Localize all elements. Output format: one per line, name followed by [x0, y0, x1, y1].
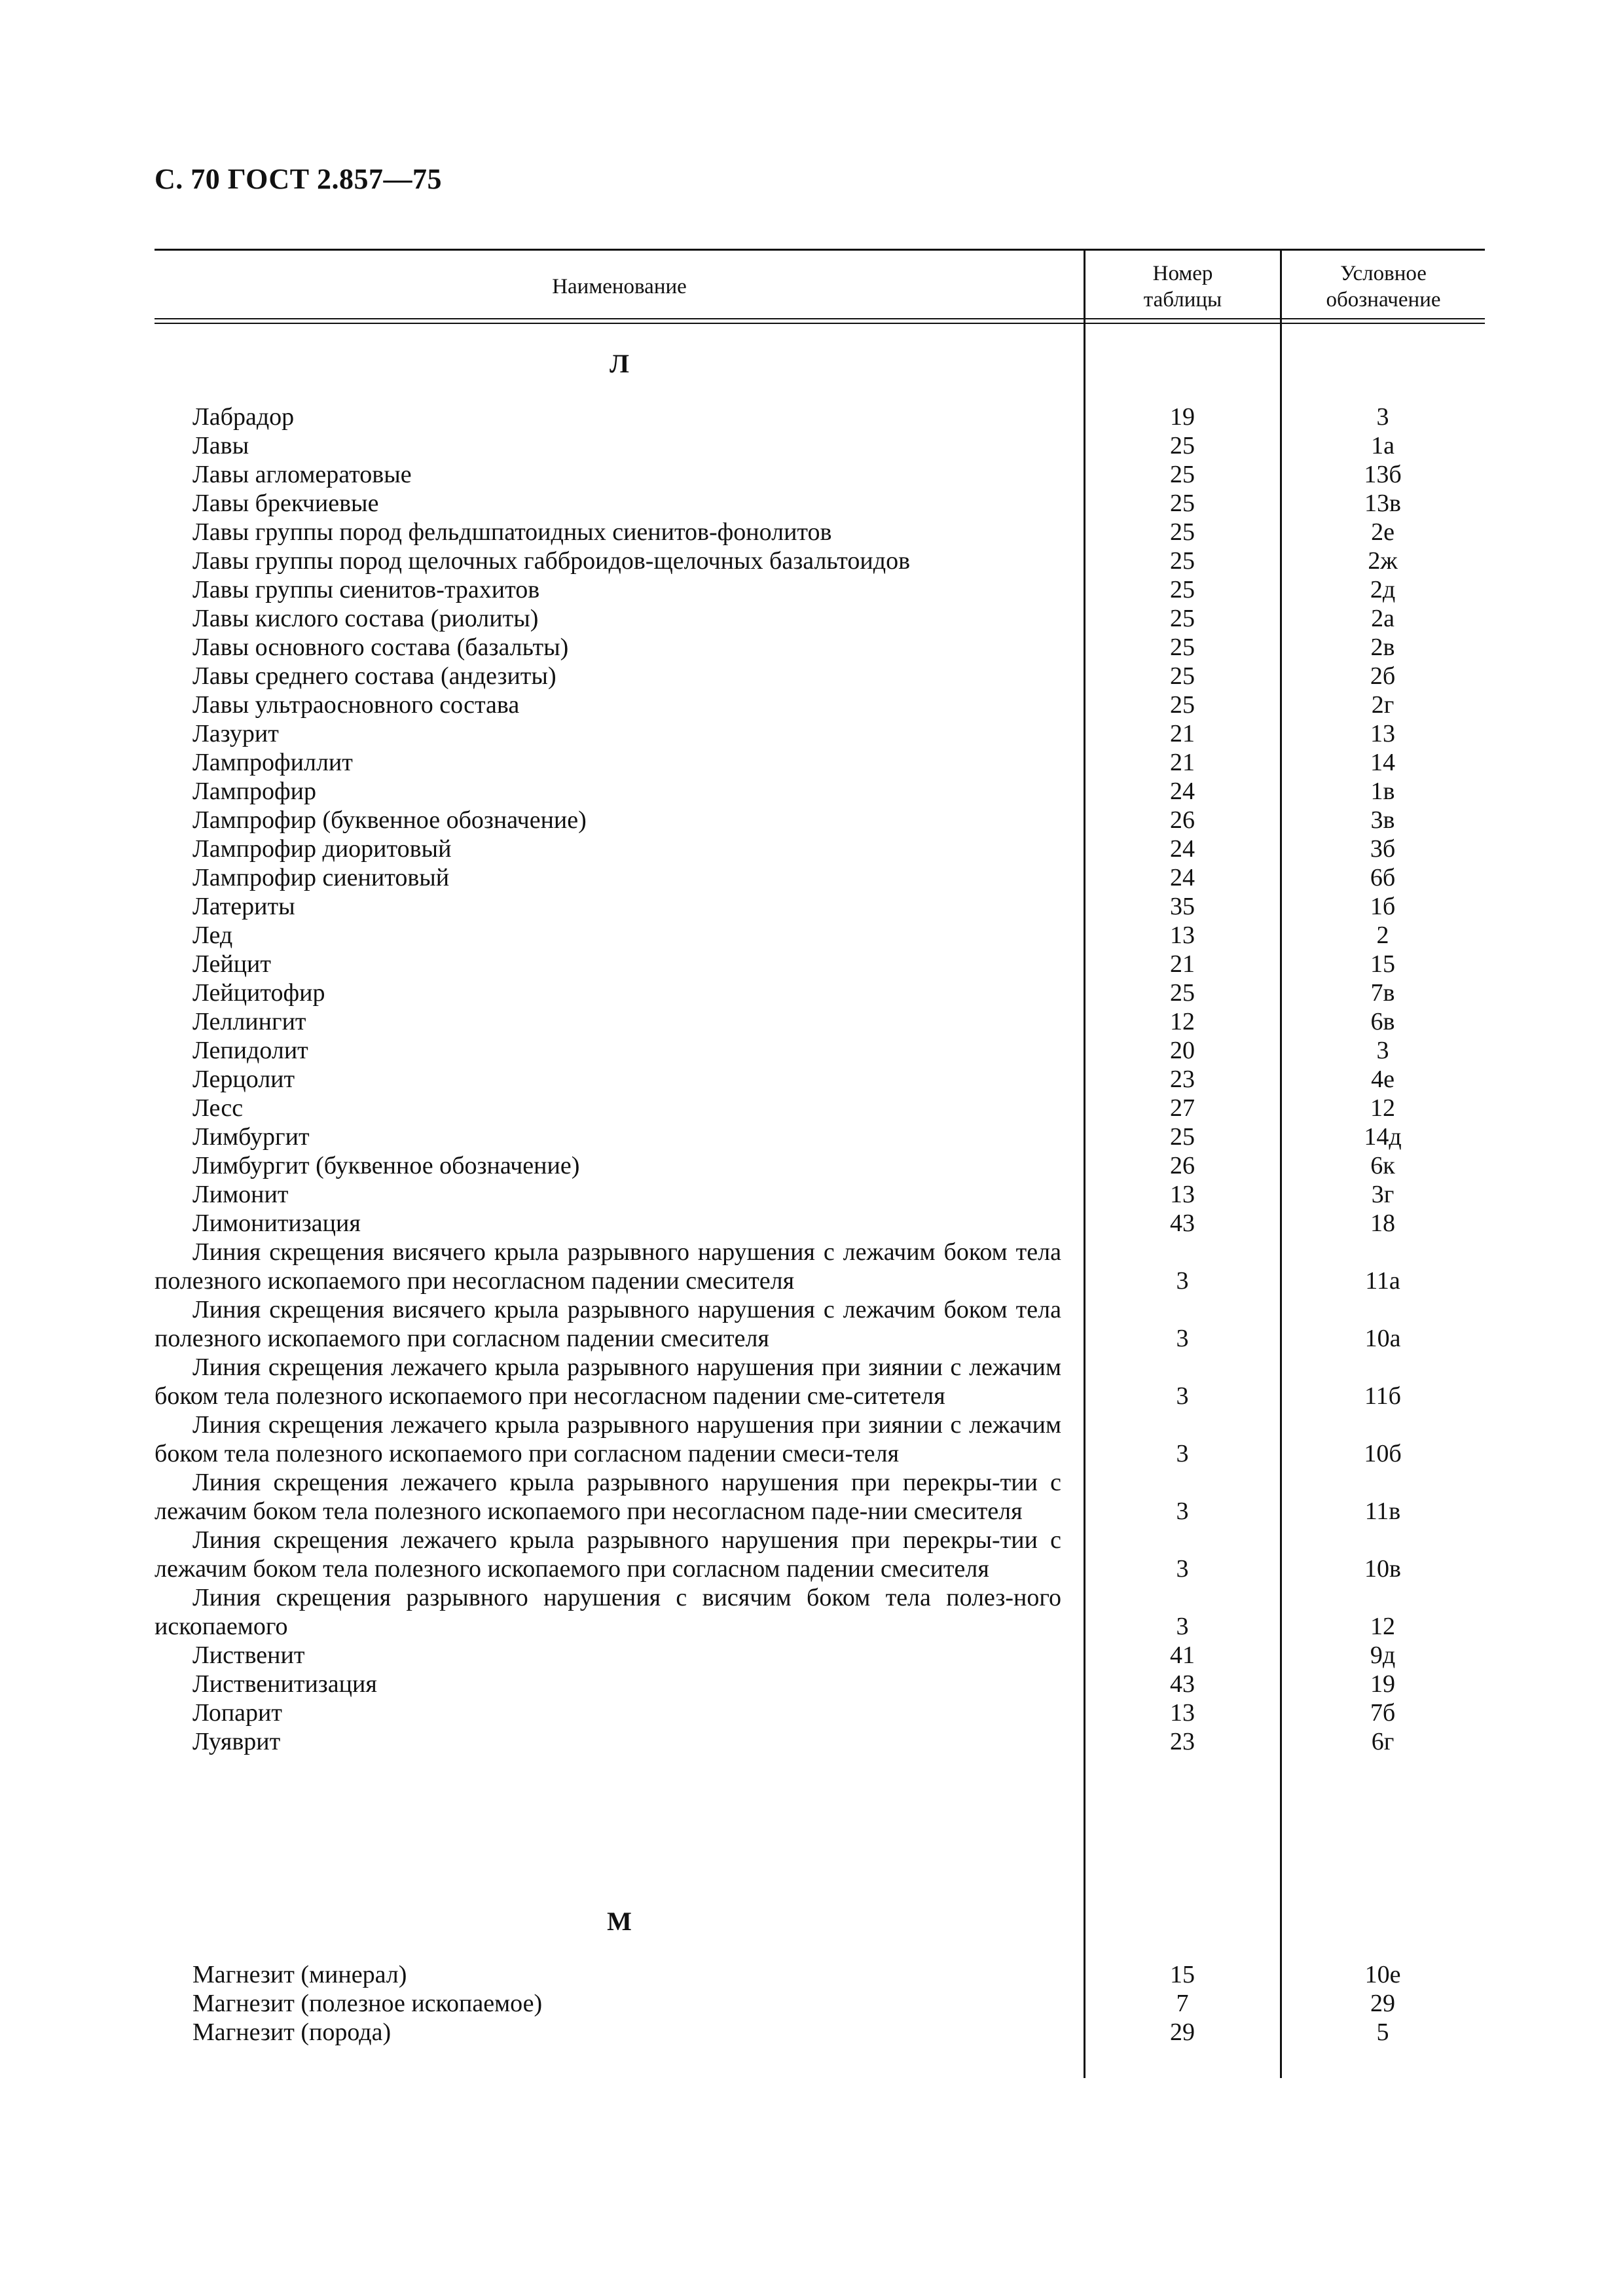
entry-code: 9д [1370, 1641, 1396, 1669]
entry-code: 2б [1370, 662, 1396, 690]
table-row [155, 777, 1485, 806]
entry-table-number: 3 [1176, 1613, 1189, 1640]
entry-table-number: 25 [1170, 547, 1195, 575]
table-row [155, 460, 1485, 489]
entry-name: Лампрофиллит [192, 749, 353, 776]
entry-code: 3б [1370, 835, 1396, 863]
table-row [155, 1122, 1485, 1151]
entry-name: Лавы кислого состава (риолиты) [192, 605, 539, 632]
entry-code: 14д [1364, 1123, 1402, 1151]
entry-code: 7б [1370, 1699, 1396, 1727]
entry-name: Линия скрещения висячего крыла разрывного нарушения с лежачим боком тела полезного ископаемого при несогласном падении смесителя [155, 1238, 1068, 1295]
entry-name: Лавы группы сиенитов-трахитов [192, 576, 540, 603]
table-row [155, 921, 1485, 950]
section-letter: Л [610, 349, 629, 378]
section-rows [155, 403, 1485, 1756]
entry-code: 1а [1371, 432, 1395, 459]
entry-code: 11б [1364, 1382, 1401, 1410]
table-row [155, 633, 1485, 662]
entry-table-number: 35 [1170, 893, 1195, 920]
entry-table-number: 27 [1170, 1094, 1195, 1122]
entry-code: 6б [1370, 864, 1396, 891]
entry-table-number: 25 [1170, 691, 1195, 719]
entry-code: 2 [1376, 922, 1389, 949]
header-bottom-rule-2 [155, 323, 1485, 324]
entry-table-number: 24 [1170, 778, 1195, 805]
table-row [155, 834, 1485, 863]
entry-name: Лимбургит [192, 1123, 310, 1151]
table-row [155, 604, 1485, 633]
table-row [155, 1583, 1485, 1641]
entry-code: 15 [1370, 950, 1395, 978]
entry-table-number: 26 [1170, 1152, 1195, 1179]
entry-name: Лесс [192, 1094, 244, 1122]
entry-name: Лавы [192, 432, 249, 459]
entry-table-number: 24 [1170, 835, 1195, 863]
entry-name: Лимонитизация [192, 1210, 361, 1237]
table-row [155, 1151, 1485, 1180]
entry-name: Лопарит [192, 1699, 282, 1727]
entry-name: Линия скрещения разрывного нарушения с висячим боком тела полез-ного ископаемого [155, 1584, 1068, 1640]
table-row [155, 1526, 1485, 1583]
entry-table-number: 21 [1170, 720, 1195, 747]
header-table-number [1085, 260, 1280, 313]
table-row [155, 950, 1485, 978]
entry-code: 13б [1364, 461, 1402, 488]
entry-table-number: 3 [1176, 1267, 1189, 1295]
entry-code: 14 [1370, 749, 1395, 776]
table-row [155, 518, 1485, 547]
entry-name: Лазурит [192, 720, 279, 747]
header-bottom-rule [155, 318, 1485, 319]
entry-table-number: 21 [1170, 749, 1195, 776]
entry-name: Лампрофир сиенитовый [192, 864, 450, 891]
entry-code: 5 [1376, 2018, 1389, 2046]
entry-name: Луяврит [192, 1728, 281, 1755]
entry-table-number: 25 [1170, 518, 1195, 546]
entry-table-number: 25 [1170, 1123, 1195, 1151]
table-row [155, 2018, 1485, 2047]
table-row [155, 1989, 1485, 2018]
entry-table-number: 25 [1170, 662, 1195, 690]
entry-name: Линия скрещения лежачего крыла разрывного нарушения при зиянии с лежачим боком тела полезного ископаемого при согласном падении смеси-теля [155, 1411, 1068, 1467]
entry-code: 10а [1364, 1325, 1401, 1352]
entry-code: 3г [1371, 1181, 1395, 1208]
page-header: С. 70 ГОСТ 2.857—75 [155, 163, 443, 195]
entry-table-number: 13 [1170, 1181, 1195, 1208]
section-letter: М [607, 1907, 632, 1936]
entry-name: Линия скрещения лежачего крыла разрывного нарушения при зиянии с лежачим боком тела полезного ископаемого при несогласном падении сме-ситетеля [155, 1354, 1068, 1410]
entry-name: Магнезит (минерал) [192, 1961, 407, 1988]
table-row [155, 431, 1485, 460]
table-row [155, 403, 1485, 431]
entry-name: Лампрофир [192, 778, 316, 805]
header-code [1282, 260, 1485, 313]
entry-name: Линия скрещения лежачего крыла разрывного нарушения при перекры-тии с лежачим боком тела полезного ископаемого при согласном падении смесителя [155, 1526, 1068, 1583]
entry-name: Лавы группы пород щелочных габброидов-щелочных базальтоидов [192, 547, 911, 575]
table-row [155, 863, 1485, 892]
entry-table-number: 25 [1170, 605, 1195, 632]
entry-table-number: 25 [1170, 576, 1195, 603]
table-row [155, 1209, 1485, 1238]
entry-code: 13 [1370, 720, 1395, 747]
entry-name: Линия скрещения висячего крыла разрывного нарушения с лежачим боком тела полезного ископаемого при согласном падении смесителя [155, 1296, 1068, 1352]
table-row [155, 1727, 1485, 1756]
table-row [155, 662, 1485, 691]
entry-table-number: 13 [1170, 922, 1195, 949]
section-rows [155, 1960, 1485, 2047]
entry-table-number: 23 [1170, 1728, 1195, 1755]
table-row [155, 547, 1485, 575]
entry-table-number: 29 [1170, 2018, 1195, 2046]
entry-code: 3в [1370, 806, 1395, 834]
entry-table-number: 23 [1170, 1066, 1195, 1093]
entry-code: 2в [1370, 634, 1395, 661]
entry-code: 11в [1364, 1498, 1401, 1525]
entry-table-number: 25 [1170, 432, 1195, 459]
entry-name: Лавы агломератовые [192, 461, 412, 488]
entry-table-number: 25 [1170, 979, 1195, 1007]
entry-code: 18 [1370, 1210, 1395, 1237]
header-table-number-line1: Номер [1152, 262, 1213, 285]
entry-name: Лед [192, 922, 233, 949]
entry-table-number: 15 [1170, 1961, 1195, 1988]
entry-name: Лавы ультраосновного состава [192, 691, 520, 719]
table-row [155, 489, 1485, 518]
table-row [155, 806, 1485, 834]
header-table-number-line2: таблицы [1143, 288, 1222, 312]
table-row [155, 1698, 1485, 1727]
table-row [155, 1036, 1485, 1065]
entry-code: 19 [1370, 1670, 1395, 1698]
entry-name: Магнезит (порода) [192, 2018, 392, 2046]
entry-code: 3 [1376, 403, 1389, 431]
header-code-line2: обозначение [1326, 288, 1441, 312]
table-row [155, 1960, 1485, 1989]
entry-name: Лиственитизация [192, 1670, 377, 1698]
entry-code: 10е [1364, 1961, 1401, 1988]
entry-table-number: 12 [1170, 1008, 1195, 1035]
table-row [155, 1353, 1485, 1410]
entry-code: 2е [1371, 518, 1395, 546]
entry-name: Лейцитофир [192, 979, 325, 1007]
entry-name: Лерцолит [192, 1066, 295, 1093]
entry-code: 7в [1370, 979, 1395, 1007]
table-row [155, 691, 1485, 719]
entry-table-number: 43 [1170, 1670, 1195, 1698]
entry-name: Магнезит (полезное ископаемое) [192, 1990, 543, 2017]
entry-code: 4е [1371, 1066, 1395, 1093]
table-row [155, 748, 1485, 777]
entry-code: 13в [1364, 490, 1401, 517]
entry-code: 2д [1370, 576, 1396, 603]
entry-table-number: 3 [1176, 1440, 1189, 1467]
table-row [155, 1180, 1485, 1209]
entry-table-number: 25 [1170, 490, 1195, 517]
entry-code: 2г [1371, 691, 1395, 719]
table-row [155, 1295, 1485, 1353]
entry-table-number: 43 [1170, 1210, 1195, 1237]
entry-name: Лампрофир диоритовый [192, 835, 452, 863]
table-row [155, 1007, 1485, 1036]
entry-name: Лейцит [192, 950, 271, 978]
entry-name: Линия скрещения лежачего крыла разрывного нарушения при перекры-тии с лежачим боком тела полезного ископаемого при несогласном паде-нии смесителя [155, 1469, 1068, 1525]
entry-name: Латериты [192, 893, 295, 920]
entry-name: Лампрофир (буквенное обозначение) [192, 806, 587, 834]
entry-table-number: 7 [1176, 1990, 1189, 2017]
entry-name: Лимонит [192, 1181, 289, 1208]
header-code-line1: Условное [1340, 262, 1427, 285]
entry-code: 2а [1371, 605, 1395, 632]
entry-code: 6г [1371, 1728, 1395, 1755]
entry-table-number: 3 [1176, 1382, 1189, 1410]
entry-table-number: 41 [1170, 1641, 1195, 1669]
table-row [155, 1410, 1485, 1468]
entry-code: 6в [1370, 1008, 1395, 1035]
entry-code: 10б [1364, 1440, 1402, 1467]
entry-table-number: 20 [1170, 1037, 1195, 1064]
entry-name: Лавы брекчиевые [192, 490, 379, 517]
table-row [155, 1065, 1485, 1094]
table-row [155, 575, 1485, 604]
entry-table-number: 26 [1170, 806, 1195, 834]
table-row [155, 719, 1485, 748]
entry-code: 1в [1370, 778, 1395, 805]
entry-name: Лиственит [192, 1641, 305, 1669]
entry-table-number: 25 [1170, 634, 1195, 661]
entry-name: Лавы среднего состава (андезиты) [192, 662, 556, 690]
header-name: Наименование [552, 275, 687, 298]
table-top-rule [155, 249, 1485, 251]
table-row [155, 1238, 1485, 1295]
entry-table-number: 3 [1176, 1555, 1189, 1583]
entry-name: Лепидолит [192, 1037, 308, 1064]
entry-code: 12 [1370, 1094, 1395, 1122]
table-row [155, 1468, 1485, 1526]
entry-code: 11а [1365, 1267, 1400, 1295]
entry-code: 1б [1370, 893, 1396, 920]
entry-name: Лавы основного состава (базальты) [192, 634, 569, 661]
entry-name: Леллингит [192, 1008, 306, 1035]
entry-table-number: 13 [1170, 1699, 1195, 1727]
entry-table-number: 19 [1170, 403, 1195, 431]
table-row [155, 1094, 1485, 1122]
entry-name: Лимбургит (буквенное обозначение) [192, 1152, 580, 1179]
entry-code: 3 [1376, 1037, 1389, 1064]
entry-code: 29 [1370, 1990, 1395, 2017]
entry-name: Лавы группы пород фельдшпатоидных сиенитов-фонолитов [192, 518, 832, 546]
table-row [155, 978, 1485, 1007]
entry-table-number: 24 [1170, 864, 1195, 891]
entry-table-number: 21 [1170, 950, 1195, 978]
entry-code: 2ж [1368, 547, 1398, 575]
entry-table-number: 3 [1176, 1325, 1189, 1352]
table-row [155, 892, 1485, 921]
table-row [155, 1641, 1485, 1670]
entry-code: 12 [1370, 1613, 1395, 1640]
entry-table-number: 3 [1176, 1498, 1189, 1525]
entry-name: Лабрадор [192, 403, 295, 431]
entry-table-number: 25 [1170, 461, 1195, 488]
table-row [155, 1670, 1485, 1698]
entry-code: 6к [1370, 1152, 1395, 1179]
entry-code: 10в [1364, 1555, 1401, 1583]
